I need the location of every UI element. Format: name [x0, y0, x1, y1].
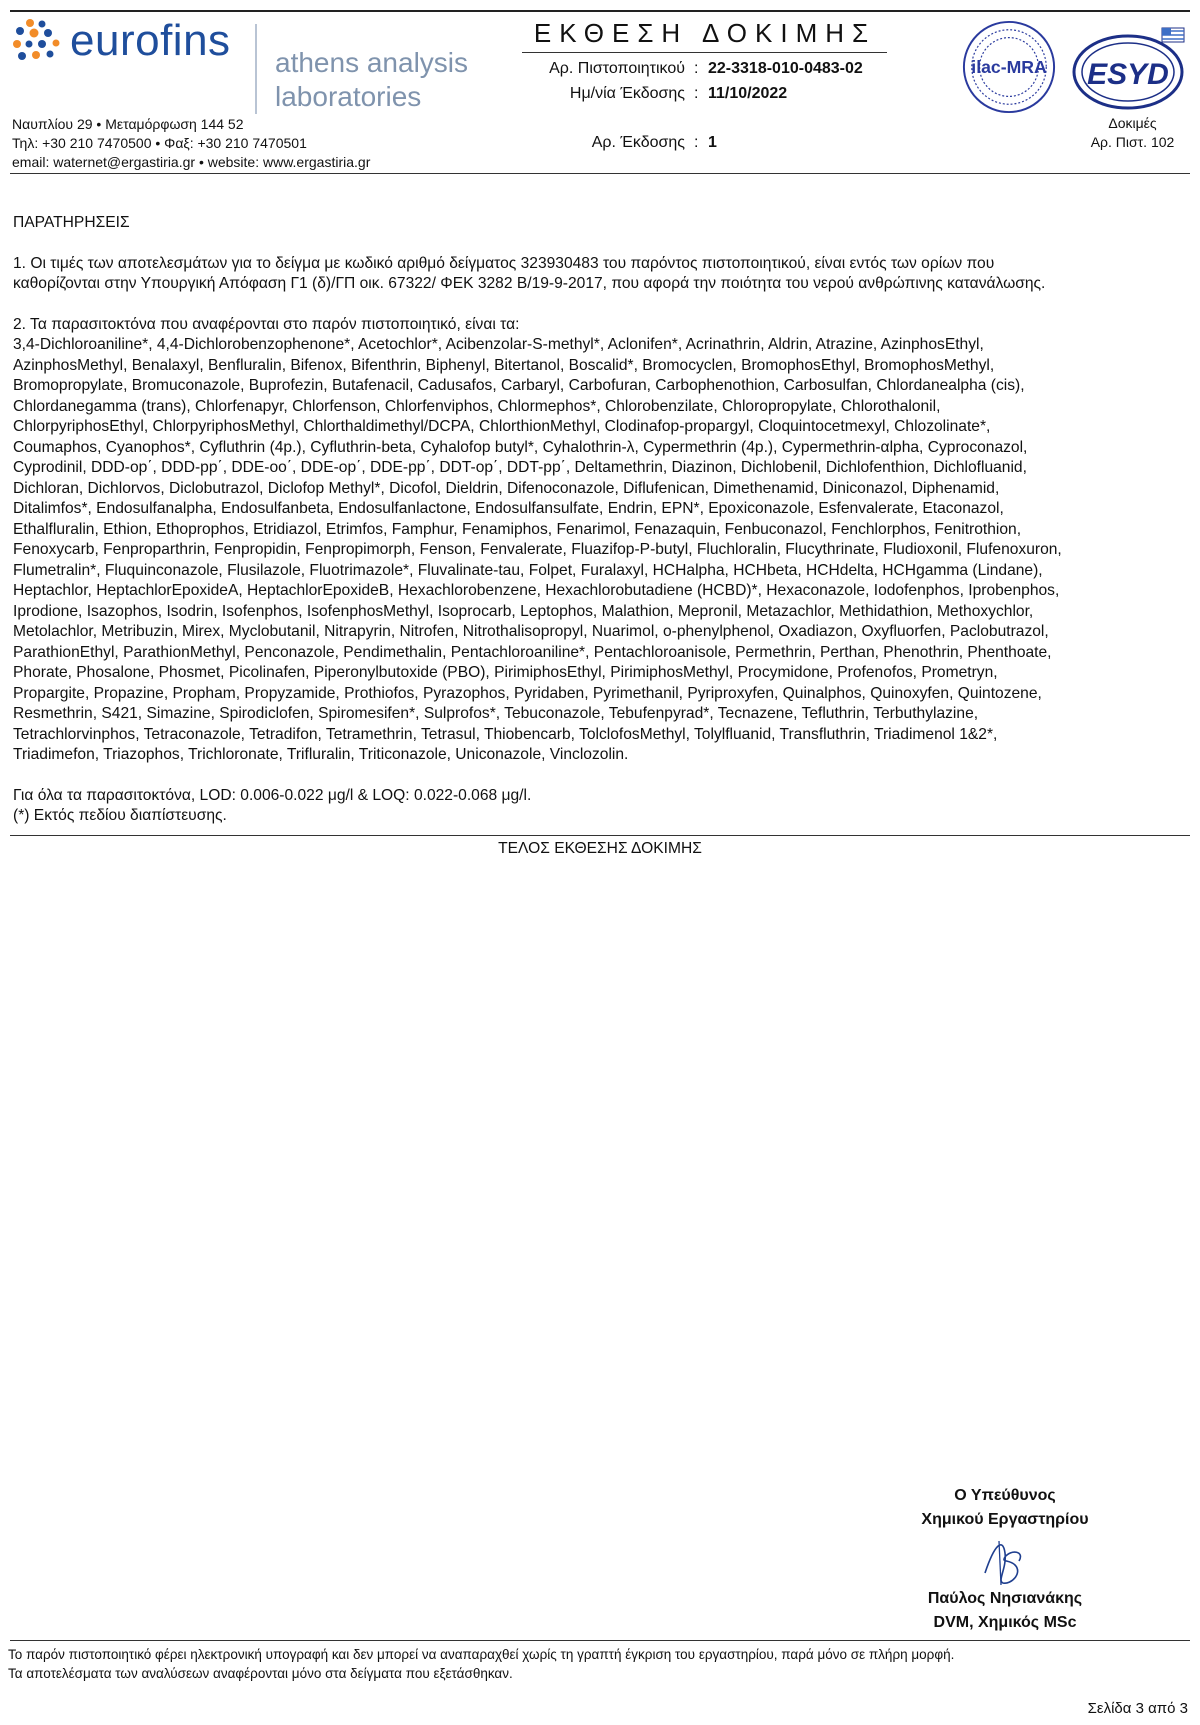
accreditation-footnote: (*) Εκτός πεδίου διαπίστευσης.	[13, 807, 227, 824]
issue-number-label: Αρ. Έκδοσης	[591, 134, 685, 151]
pesticide-line: Flumetralin*, Fluquinconazole, Flusilazole, Fluotrimazole*, Fluvalinate-tau, Folpet, Furalaxyl, HCHalpha, HCHbeta, HCHdelta, HCHgamma (Lindane),	[13, 561, 1043, 579]
issue-date-colon: :	[694, 85, 699, 102]
end-of-report-rule	[10, 835, 1190, 836]
signatory-name-block	[880, 1587, 1130, 1635]
pesticide-line: Coumaphos, Cyanophos*, Cyfluthrin (4p.), Cyfluthrin-beta, Cyhalofop butyl*, Cyhalothrin-λ, Cypermethrin (4p.), Cypermethrin-αlpha, Cyproconazol,	[13, 438, 1028, 456]
accreditation-line1: Δοκιμές	[1108, 115, 1157, 131]
pesticide-line: Dichloran, Dichlorvos, Diclobutrazol, Diclofop Methyl*, Dicofol, Dieldrin, Difenoconazole, Diflufenican, Dimethenamid, Diniconazol, Diphenamid,	[13, 479, 1000, 497]
pesticide-line: Triadimefon, Triazophos, Trichloronate, Trifluralin, Triticonazole, Uniconazole, Vinclozolin.	[13, 746, 629, 763]
lab-name-line1: athens analysis	[275, 47, 469, 78]
issue-date-value: 11/10/2022	[708, 85, 788, 102]
pesticide-line: Chlordanegamma (trans), Chlorfenapyr, Chlorfenson, Chlorfenviphos, Chlormephos*, Chlorobenzilate, Chloropropylate, Chlorothalonil,	[13, 397, 941, 415]
esyd-logo-text: ESYD	[1087, 58, 1169, 91]
report-title: ΕΚΘΕΣΗ ΔΟΚΙΜΗΣ	[533, 18, 877, 48]
accreditation-line2: Αρ. Πιστ. 102	[1090, 134, 1175, 150]
note-1-line2: καθορίζονται στην Υπουργική Απόφαση Γ1 (δ)/ΓΠ οικ. 67322/ ΦΕΚ 3282 Β/19-9-2017, που αφορά την ποιότητα του νερού ανθρώπινης κατανάλωσης.	[13, 275, 1046, 292]
certificate-value: 22-3318-010-0483-02	[708, 60, 863, 77]
pesticide-line: Fenoxycarb, Fenproparthrin, Fenpropidin, Fenpropimorph, Fenson, Fenvalerate, Fluazifop-P-butyl, Fluchloralin, Flucythrinate, Fludioxonil, Flufenoxuron,	[13, 541, 1062, 558]
report-title-rule	[522, 52, 887, 53]
address-line3: email: waternet@ergastiria.gr • website: www.ergastiria.gr	[12, 154, 371, 170]
issue-number-colon: :	[694, 134, 699, 151]
eurofins-logo	[12, 14, 232, 66]
pesticide-line: Phorate, Phosalone, Phosmet, Picolinafen, Piperonylbutoxide (PBO), PirimiphosEthyl, PirimiphosMethyl, Procymidone, Profenofos, Prometryn,	[13, 664, 998, 681]
note-2	[13, 315, 1188, 766]
ilac-mra-logo-icon	[960, 18, 1058, 116]
signatory-name: Παύλος Νησιανάκης	[927, 1590, 1083, 1607]
certificate-colon: :	[694, 60, 699, 77]
header-bottom-rule	[10, 173, 1190, 174]
lod-loq-line: Για όλα τα παρασιτοκτόνα, LOD: 0.006-0.022 μg/l & LOQ: 0.022-0.068 μg/l.	[13, 786, 532, 804]
esyd-logo-icon	[1070, 22, 1190, 112]
pesticide-line: 3,4-Dichloroaniline*, 4,4-Dichlorobenzophenone*, Acetochlor*, Acibenzolar-S-methyl*, Aclonifen*, Acrinathrin, Aldrin, Atrazine, AzinphosEthyl,	[13, 336, 984, 353]
accreditation-caption	[1075, 114, 1190, 152]
pesticide-line: Iprodione, Isazophos, Isodrin, Isofenphos, IsofenphosMethyl, Isoprocarb, Leptophos, Malathion, Mepronil, Metazachlor, Methidathion, Methoxychlor,	[13, 602, 1034, 620]
pesticide-line: AzinphosMethyl, Benalaxyl, Benfluralin, Bifenox, Bifenthrin, Biphenyl, Bitertanol, Boscalid*, Bromocyclen, BromophosEthyl, BromophosMethyl,	[13, 356, 995, 374]
note-1	[13, 254, 1188, 295]
signatory-role-line2: Χημικού Εργαστηρίου	[921, 1511, 1089, 1528]
footer-line2: Τα αποτελέσματα των αναλύσεων αναφέρονται μόνο στα δείγματα που εξετάσθηκαν.	[8, 1666, 513, 1681]
signatory-title: DVM, Χημικός MSc	[933, 1614, 1077, 1631]
lab-name-line2: laboratories	[275, 81, 422, 112]
certificate-row	[0, 60, 900, 82]
pesticide-line: Tetrachlorvinphos, Tetraconazole, Tetradifon, Tetramethrin, Tetrasul, Thiobencarb, TolclofosMethyl, Tolylfluanid, Transfluthrin, Triadimenol 1&2*,	[13, 725, 998, 743]
page-number: Σελίδα 3 από 3	[1087, 1700, 1188, 1717]
pesticide-line: Ditalimfos*, Endosulfanalpha, Endosulfanbeta, Endosulfanlactone, Endosulfansulfate, Endrin, EPN*, Epoxiconazole, Esfenvalerate, Etaconazol,	[13, 500, 1004, 517]
eurofins-dots-icon	[12, 18, 64, 64]
remarks-section	[13, 213, 1188, 827]
issue-number-value: 1	[708, 134, 717, 151]
footer-notes	[8, 1645, 954, 1683]
handwritten-signature-icon	[975, 1533, 1035, 1588]
pesticide-line: ParathionEthyl, ParathionMethyl, Penconazole, Pendimethalin, Pentachloroaniline*, Pentachloroanisole, Permethrin, Perthan, Phenothrin, Phenthoate,	[13, 643, 1052, 661]
footer-rule	[10, 1640, 1190, 1641]
pesticide-line: Ethalfluralin, Ethion, Ethoprophos, Etridiazol, Etrimfos, Famphur, Fenamiphos, Fenarimol, Fenazaquin, Fenbuconazol, Fenchlorphos, Fenitrothion,	[13, 520, 1022, 538]
end-of-report-text: ΤΕΛΟΣ ΕΚΘΕΣΗΣ ΔΟΚΙΜΗΣ	[498, 840, 702, 857]
pesticide-line: Cyprodinil, DDD-op΄, DDD-pp΄, DDE-oo΄, DDE-op΄, DDE-pp΄, DDT-op΄, DDT-pp΄, Deltamethrin, Diazinon, Dichlobenil, Dichlofenthion, Dichlofluanid,	[13, 459, 1027, 476]
ilac-logo-text: ilac-MRA	[971, 56, 1047, 77]
issue-date-label: Ημ/νία Έκδοσης	[569, 85, 685, 102]
pesticide-line: Bromopropylate, Bromuconazole, Buprofezin, Butafenacil, Cadusafos, Carbaryl, Carbofuran, Carbophenothion, Carbosulfan, Chlordanealpha (cis),	[13, 377, 1025, 394]
note-1-line1: 1. Οι τιμές των αποτελεσμάτων για το δείγμα με κωδικό αριθμό δείγματος 323930483 του παρόντος πιστοποιητικού, είναι εντός των ορίων που	[13, 254, 995, 272]
certificate-label: Αρ. Πιστοποιητικού	[549, 60, 685, 77]
address-line2: Τηλ: +30 210 7470500 • Φαξ: +30 210 7470501	[12, 135, 307, 151]
issue-date-row	[0, 85, 900, 107]
address-line1: Ναυπλίου 29 • Μεταμόρφωση 144 52	[12, 116, 244, 132]
pesticide-line: Propargite, Propazine, Propham, Propyzamide, Prothiofos, Pyrazophos, Pyridaben, Pyrimethanil, Pyriproxyfen, Quinalphos, Quinoxyfen, Quintozene,	[13, 684, 1042, 702]
pesticide-line: Resmethrin, S421, Simazine, Spirodiclofen, Spiromesifen*, Sulprofos*, Tebuconazole, Tebufenpyrad*, Tecnazene, Tefluthrin, Terbuthylazine,	[13, 705, 979, 722]
issue-number-row	[0, 134, 900, 156]
footer-line1: Το παρόν πιστοποιητικό φέρει ηλεκτρονική υπογραφή και δεν μπορεί να αναπαραχθεί χωρίς τη γραπτή έγκριση του εργαστηρίου, παρά μόνο σε πλήρη μορφή.	[8, 1647, 955, 1662]
header-top-rule	[10, 10, 1190, 12]
pesticide-line: ChlorpyriphosEthyl, ChlorpyriphosMethyl, Chlorthaldimethyl/DCPA, ChlorthionMethyl, Clodinafop-propargyl, Cloquintocetmexyl, Chlozolinate*,	[13, 418, 991, 435]
pesticide-line: Metolachlor, Metribuzin, Mirex, Myclobutanil, Nitrapyrin, Nitrofen, Nitrothalisopropyl, Nuarimol, o-phenylphenol, Oxadiazon, Oxyfluorfen, Paclobutrazol,	[13, 623, 1049, 640]
signatory-role-line1: Ο Υπεύθυνος	[954, 1487, 1056, 1504]
pesticide-list	[13, 335, 1188, 766]
remarks-heading: ΠΑΡΑΤΗΡΗΣΕΙΣ	[13, 214, 130, 231]
note-2-intro: 2. Τα παρασιτοκτόνα που αναφέρονται στο παρόν πιστοποιητικό, είναι τα:	[13, 315, 520, 333]
eurofins-logo-text: eurofins	[70, 16, 231, 65]
pesticide-line: Heptachlor, HeptachlorEpoxideA, HeptachlorEpoxideB, Hexachlorobenzene, Hexachlorobutadiene (HCBD)*, Hexaconazole, Iodofenphos, Iprobenphos,	[13, 582, 1060, 599]
signatory-role	[880, 1484, 1130, 1532]
